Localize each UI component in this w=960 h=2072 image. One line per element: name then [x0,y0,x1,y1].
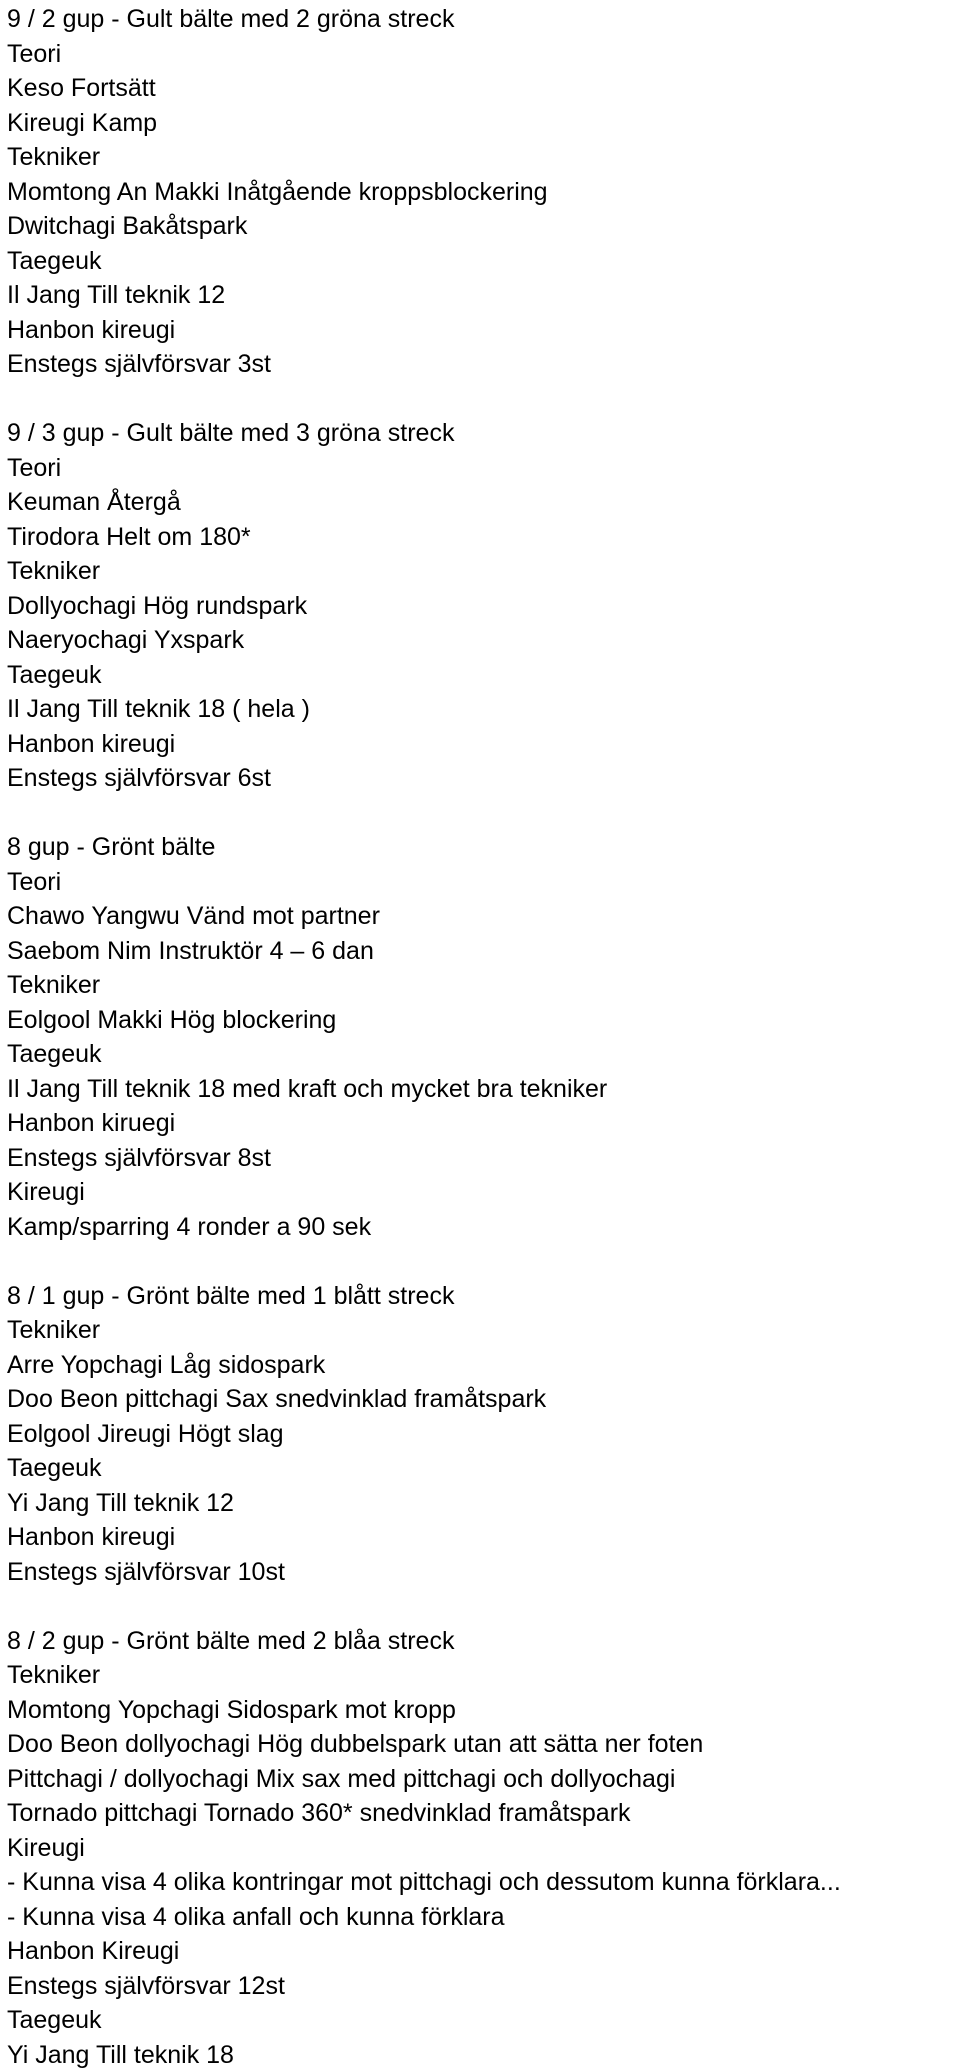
section-8-2-gup [7,1624,960,2072]
text-line: - Kunna visa 4 olika anfall och kunna förklara [7,1900,960,1935]
text-line: Yi Jang Till teknik 18 [7,2038,960,2072]
text-line: Hanbon kiruegi [7,1106,960,1141]
text-line: Tekniker [7,1658,960,1693]
section-8-gup [7,830,960,1244]
text-line: Il Jang Till teknik 12 [7,278,960,313]
text-line: Tekniker [7,968,960,1003]
section-9-2-gup [7,2,960,382]
text-line: Yi Jang Till teknik 12 [7,1486,960,1521]
text-line: Tekniker [7,554,960,589]
text-line: Saebom Nim Instruktör 4 – 6 dan [7,934,960,969]
section-8-1-gup [7,1279,960,1590]
text-line: Naeryochagi Yxspark [7,623,960,658]
text-line: Tornado pittchagi Tornado 360* snedvinklad framåtspark [7,1796,960,1831]
text-line: Doo Beon pittchagi Sax snedvinklad framåtspark [7,1382,960,1417]
text-line: Hanbon kireugi [7,313,960,348]
text-line: Dollyochagi Hög rundspark [7,589,960,624]
text-line: Hanbon Kireugi [7,1934,960,1969]
text-line: Keuman Återgå [7,485,960,520]
text-line: Teori [7,451,960,486]
text-line: Teori [7,37,960,72]
text-line: Arre Yopchagi Låg sidospark [7,1348,960,1383]
section-9-3-gup [7,416,960,796]
text-line: Il Jang Till teknik 18 ( hela ) [7,692,960,727]
text-line: Enstegs självförsvar 12st [7,1969,960,2004]
text-line: Kireugi [7,1175,960,1210]
text-line: Tirodora Helt om 180* [7,520,960,555]
text-line: Enstegs självförsvar 3st [7,347,960,382]
section-heading: 9 / 3 gup - Gult bälte med 3 gröna streck [7,416,960,451]
text-line: Hanbon kireugi [7,727,960,762]
text-line: Kireugi [7,1831,960,1866]
text-line: - Kunna visa 4 olika kontringar mot pittchagi och dessutom kunna förklara... [7,1865,960,1900]
text-line: Enstegs självförsvar 6st [7,761,960,796]
text-line: Keso Fortsätt [7,71,960,106]
text-line: Taegeuk [7,658,960,693]
section-heading: 8 / 2 gup - Grönt bälte med 2 blåa streck [7,1624,960,1659]
text-line: Taegeuk [7,2003,960,2038]
text-line: Tekniker [7,140,960,175]
text-line: Dwitchagi Bakåtspark [7,209,960,244]
section-heading: 8 gup - Grönt bälte [7,830,960,865]
text-line: Hanbon kireugi [7,1520,960,1555]
text-line: Enstegs självförsvar 8st [7,1141,960,1176]
text-line: Taegeuk [7,244,960,279]
text-line: Kamp/sparring 4 ronder a 90 sek [7,1210,960,1245]
text-line: Momtong An Makki Inåtgående kroppsblockering [7,175,960,210]
section-heading: 9 / 2 gup - Gult bälte med 2 gröna streck [7,2,960,37]
text-line: Tekniker [7,1313,960,1348]
text-line: Chawo Yangwu Vänd mot partner [7,899,960,934]
text-line: Doo Beon dollyochagi Hög dubbelspark utan att sätta ner foten [7,1727,960,1762]
text-line: Momtong Yopchagi Sidospark mot kropp [7,1693,960,1728]
text-line: Taegeuk [7,1037,960,1072]
text-line: Enstegs självförsvar 10st [7,1555,960,1590]
text-line: Eolgool Makki Hög blockering [7,1003,960,1038]
text-line: Eolgool Jireugi Högt slag [7,1417,960,1452]
text-line: Taegeuk [7,1451,960,1486]
text-line: Il Jang Till teknik 18 med kraft och mycket bra tekniker [7,1072,960,1107]
text-line: Kireugi Kamp [7,106,960,141]
text-line: Pittchagi / dollyochagi Mix sax med pittchagi och dollyochagi [7,1762,960,1797]
text-line: Teori [7,865,960,900]
section-heading: 8 / 1 gup - Grönt bälte med 1 blått streck [7,1279,960,1314]
